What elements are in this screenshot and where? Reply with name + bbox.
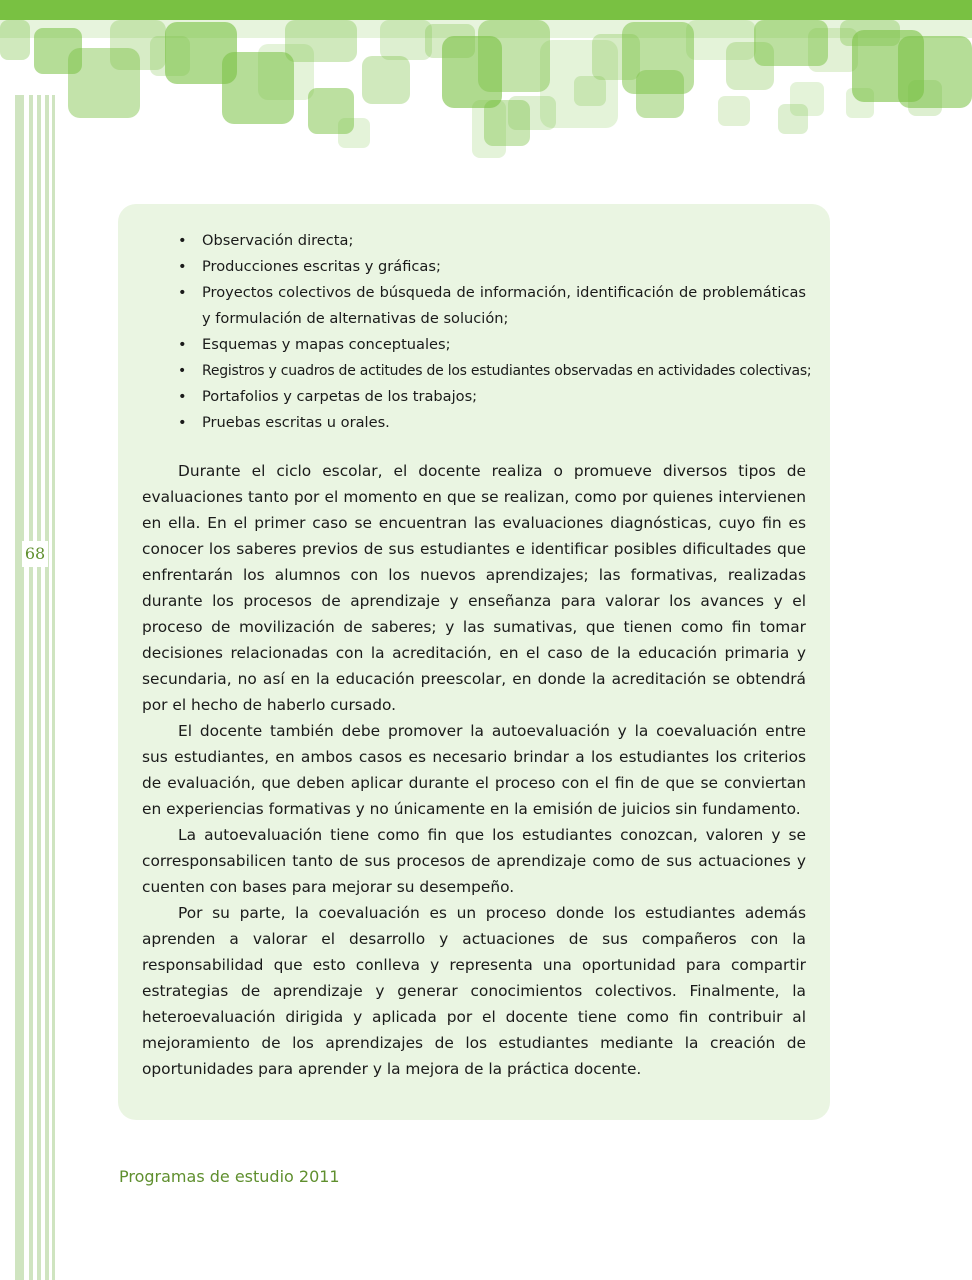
paragraph: El docente también debe promover la autoevaluación y la coevaluación entre sus estudiantes, en ambos casos es necesario brindar a los estudiantes los criterios de evaluación, que deben aplicar durante el proceso con el fin de que se conviertan en experiencias formativas y no únicamente en la emisión de juicios sin fundamento. <box>142 722 806 818</box>
evaluation-instruments-list <box>178 228 812 436</box>
content-panel <box>118 204 830 1120</box>
list-item: • Portafolios y carpetas de los trabajos; <box>178 384 806 410</box>
list-item: • Producciones escritas y gráficas; <box>178 254 806 280</box>
footer-title: Programas de estudio 2011 <box>119 1167 340 1186</box>
list-item: • Registros y cuadros de actitudes de los estudiantes observadas en actividades colectivas; <box>178 358 806 384</box>
page-number: 68 <box>22 541 48 567</box>
left-margin-stripes <box>12 95 60 1280</box>
body-text <box>142 458 806 1082</box>
list-item: • Pruebas escritas u orales. <box>178 410 806 436</box>
paragraph: Por su parte, la coevaluación es un proceso donde los estudiantes además aprenden a valorar el desarrollo y actuaciones de sus compañeros con la responsabilidad que esto conlleva y representa una oportunidad para compartir estrategias de aprendizaje y generar conocimientos colectivos. Finalmente, la heteroevaluación dirigida y aplicada por el docente tiene como fin contribuir al mejoramiento de los aprendizajes de los estudiantes mediante la creación de oportunidades para aprender y la mejora de la práctica docente. <box>142 904 806 1078</box>
list-item: • Observación directa; <box>178 228 806 254</box>
paragraph: La autoevaluación tiene como fin que los estudiantes conozcan, valoren y se corresponsabilicen tanto de sus procesos de aprendizaje como de sus actuaciones y cuenten con bases para mejorar su desempeño. <box>142 826 806 896</box>
list-item: • Esquemas y mapas conceptuales; <box>178 332 806 358</box>
list-item: • Proyectos colectivos de búsqueda de información, identificación de problemáticas y formulación de alternativas de solución; <box>178 280 806 332</box>
paragraph: Durante el ciclo escolar, el docente realiza o promueve diversos tipos de evaluaciones tanto por el momento en que se realizan, como por quienes intervienen en ella. En el primer caso se encuentran las evaluaciones diagnósticas, cuyo fin es conocer los saberes previos de sus estudiantes e identificar posibles dificultades que enfrentarán los alumnos con los nuevos aprendizajes; las formativas, realizadas durante los procesos de aprendizaje y enseñanza para valorar los avances y el proceso de movilización de saberes; y las sumativas, que tienen como fin tomar decisiones relacionadas con la acreditación, en el caso de la educación primaria y secundaria, no así en la educación preescolar, en donde la acreditación se obtendrá por el hecho de haberlo cursado. <box>142 462 806 714</box>
header-decorative-squares <box>0 0 972 165</box>
